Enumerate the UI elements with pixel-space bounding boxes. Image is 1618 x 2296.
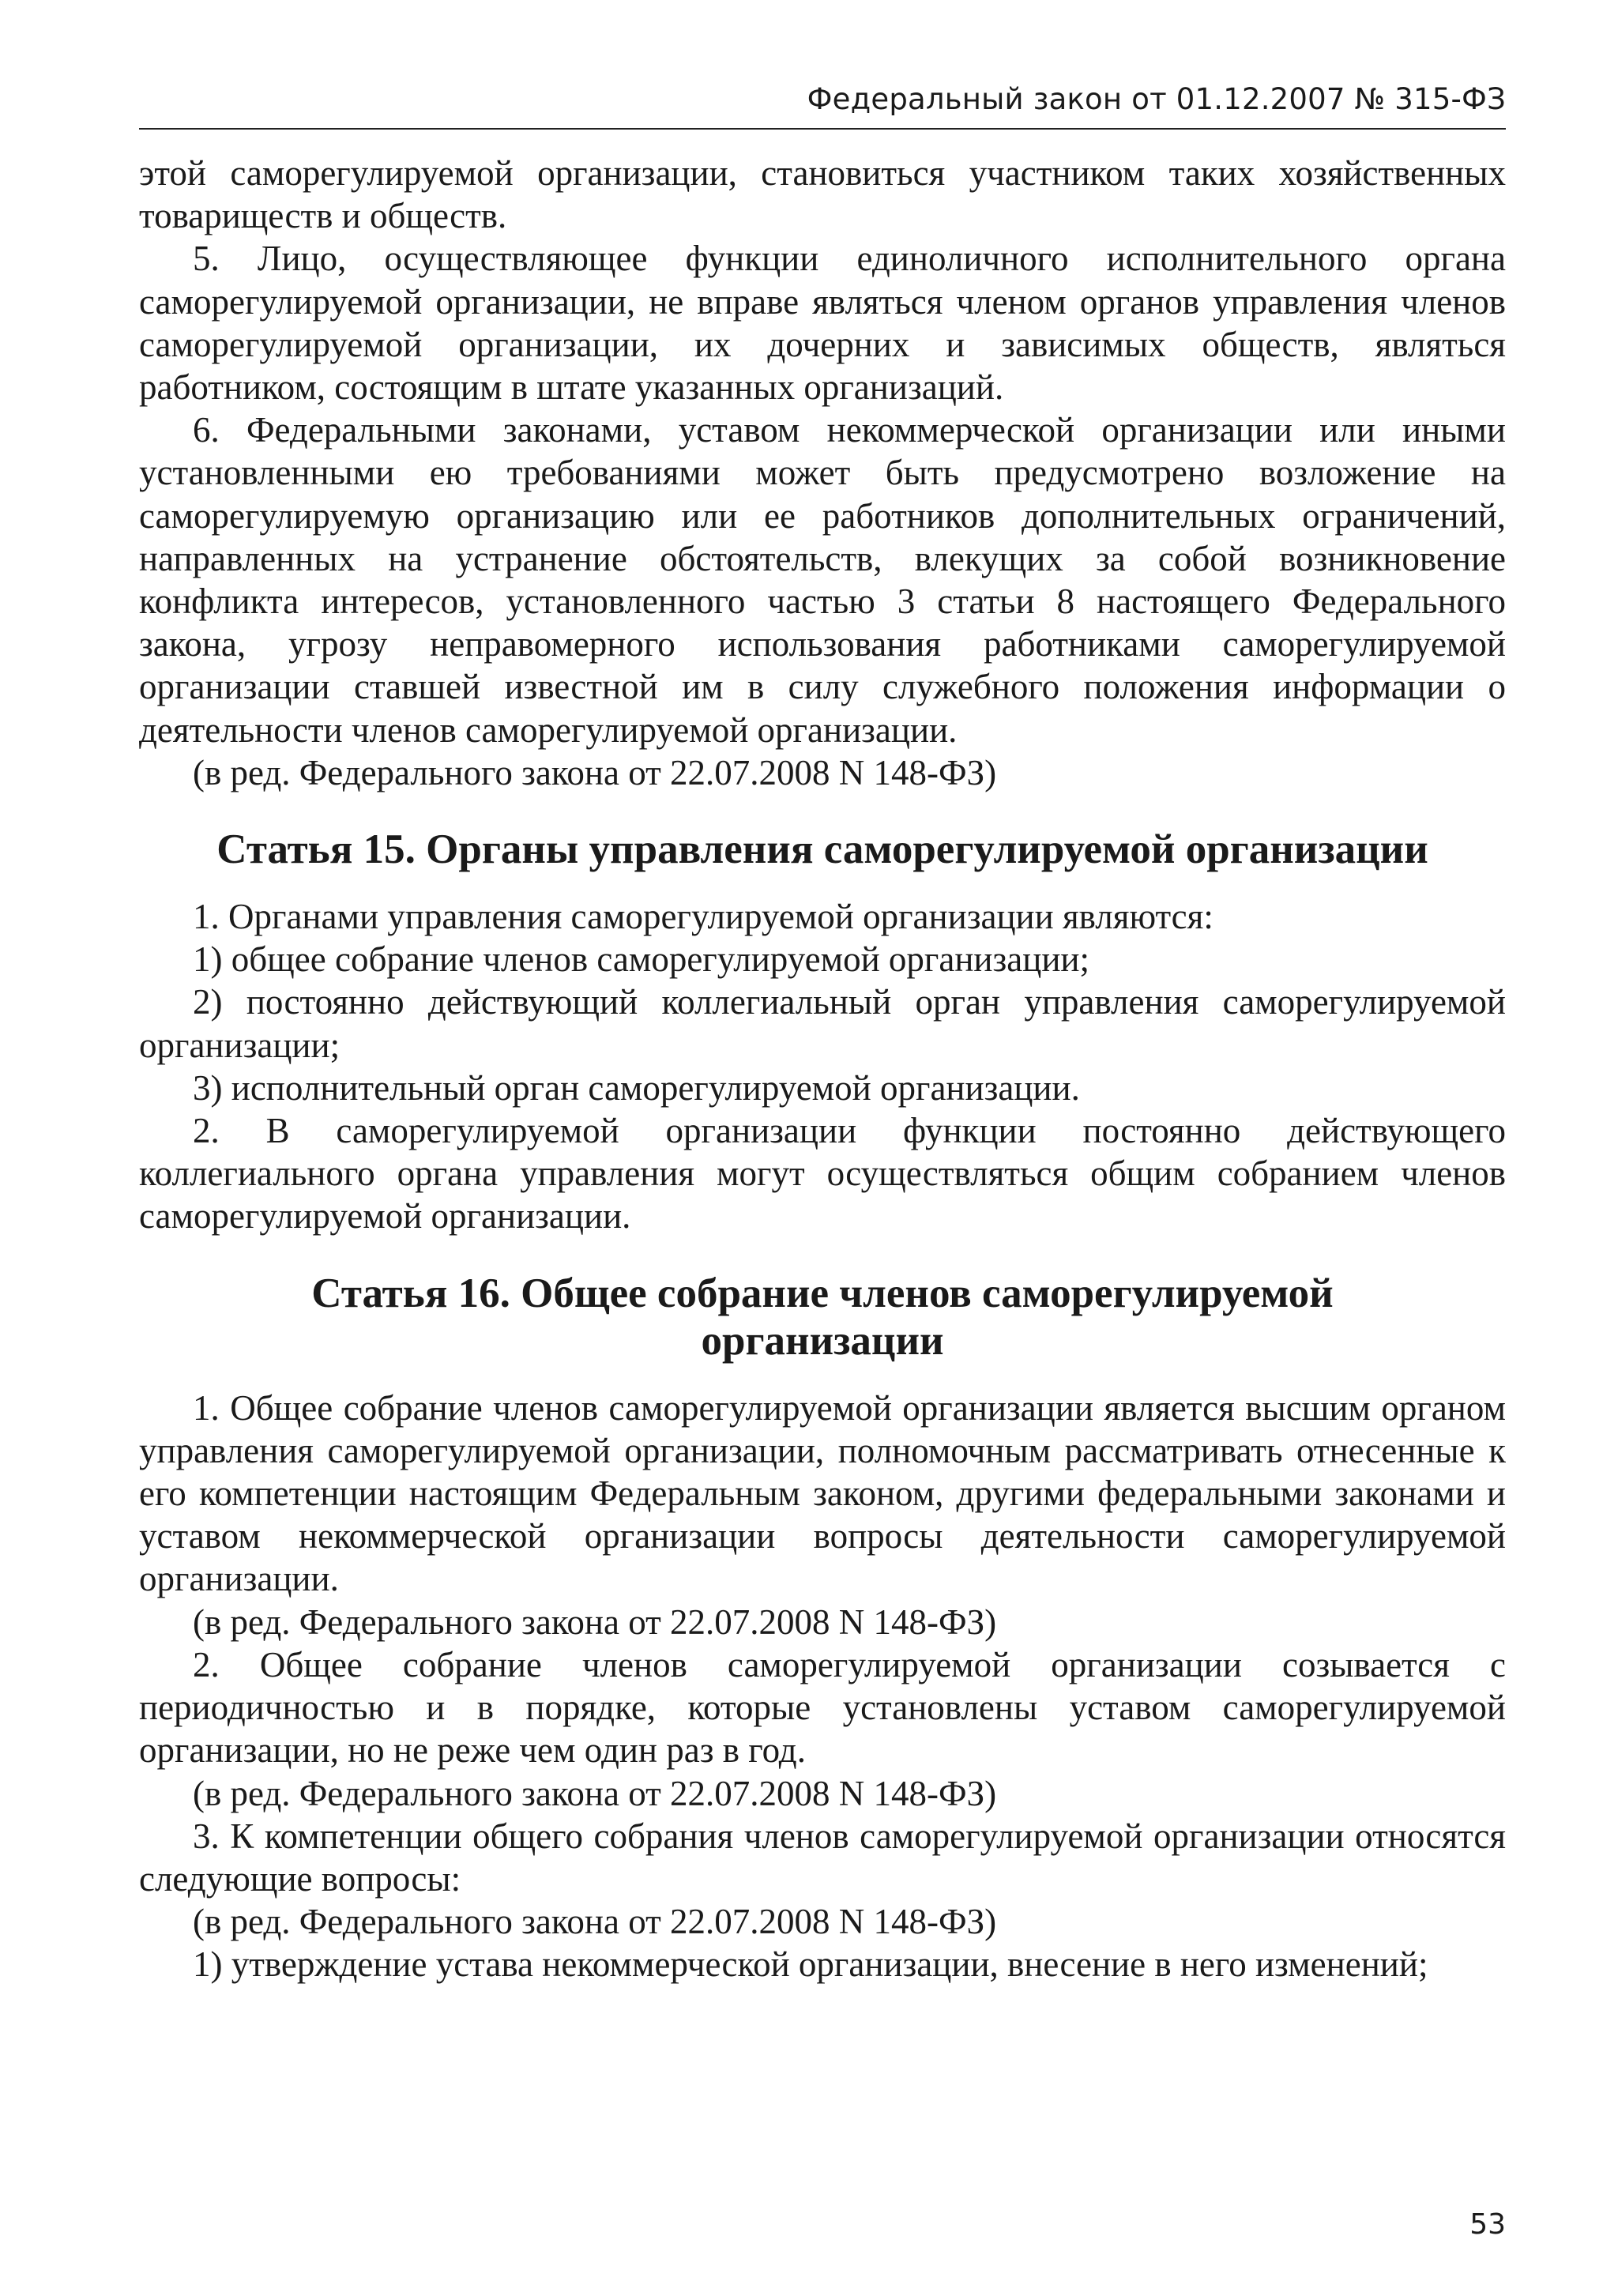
- article-15-paragraph-2: 2. В саморегулируемой организации функции постоянно действующего коллегиального органа управления могут осуществляться общим собранием членов саморегулируемой организации.: [139, 1111, 1506, 1236]
- article-15-item-3: 3) исполнительный орган саморегулируемой организации.: [193, 1067, 1080, 1108]
- article-15-item-1: 1) общее собрание членов саморегулируемой организации;: [193, 939, 1089, 980]
- running-header: Федеральный закон от 01.12.2007 № 315-ФЗ: [807, 82, 1506, 116]
- article-15-item-2: 2) постоянно действующий коллегиальный орган управления саморегулируемой организации;: [139, 982, 1506, 1065]
- paragraph-5: 5. Лицо, осуществляющее функции единоличного исполнительного органа саморегулируемой организации, не вправе являться членом органов управления членов саморегулируемой организации, их дочерних и зависимых обществ, являться работником, состоящим в штате указанных организаций.: [139, 239, 1506, 408]
- article-16-heading-line-2: организации: [701, 1317, 944, 1364]
- document-body: [139, 152, 1506, 1986]
- article-16-heading: [139, 1270, 1506, 1364]
- document-page: [139, 76, 1506, 2241]
- amendment-note: (в ред. Федерального закона от 22.07.2008 N 148-ФЗ): [193, 1602, 997, 1642]
- page-number: 53: [1469, 2208, 1506, 2241]
- article-15-heading: Статья 15. Органы управления саморегулируемой организации: [216, 826, 1428, 873]
- amendment-note: (в ред. Федерального закона от 22.07.2008 N 148-ФЗ): [193, 1773, 997, 1813]
- amendment-note: (в ред. Федерального закона от 22.07.2008 N 148-ФЗ): [193, 752, 997, 792]
- amendment-note: (в ред. Федерального закона от 22.07.2008 N 148-ФЗ): [193, 1902, 997, 1942]
- article-16-paragraph-3: 3. К компетенции общего собрания членов саморегулируемой организации относятся следующие вопросы:: [139, 1816, 1506, 1899]
- header-rule: [139, 128, 1506, 130]
- article-15-paragraph-1: 1. Органами управления саморегулируемой организации являются:: [193, 897, 1214, 937]
- article-16-item-1: 1) утверждение устава некоммерческой организации, внесение в него изменений;: [193, 1944, 1428, 1985]
- article-16-paragraph-1: 1. Общее собрание членов саморегулируемой организации является высшим органом управления саморегулируемой организации, полномочным рассматривать отнесенные к его компетенции настоящим Федеральным законом, другими федеральными законами и уставом некоммерческой организации вопросы деятельности саморегулируемой организации.: [139, 1387, 1506, 1599]
- article-16-paragraph-2: 2. Общее собрание членов саморегулируемой организации созывается с периодичностью и в порядке, которые установлены уставом саморегулируемой организации, но не реже чем один раз в год.: [139, 1644, 1506, 1771]
- paragraph-continuation: этой саморегулируемой организации, становиться участником таких хозяйственных товариществ и обществ.: [139, 153, 1506, 236]
- paragraph-6: 6. Федеральными законами, уставом некоммерческой организации или иными установленными ею требованиями может быть предусмотрено возложение на саморегулируемую организацию или ее работников дополнительных ограничений, направленных на устранение обстоятельств, влекущих за собой возникновение конфликта интересов, установленного частью 3 статьи 8 настоящего Федерального закона, угрозу неправомерного использования работниками саморегулируемой организации ставшей известной им в силу служебного положения информации о деятельности членов саморегулируемой организации.: [139, 410, 1506, 750]
- article-16-heading-line-1: Статья 16. Общее собрание членов саморегулируемой: [311, 1270, 1334, 1316]
